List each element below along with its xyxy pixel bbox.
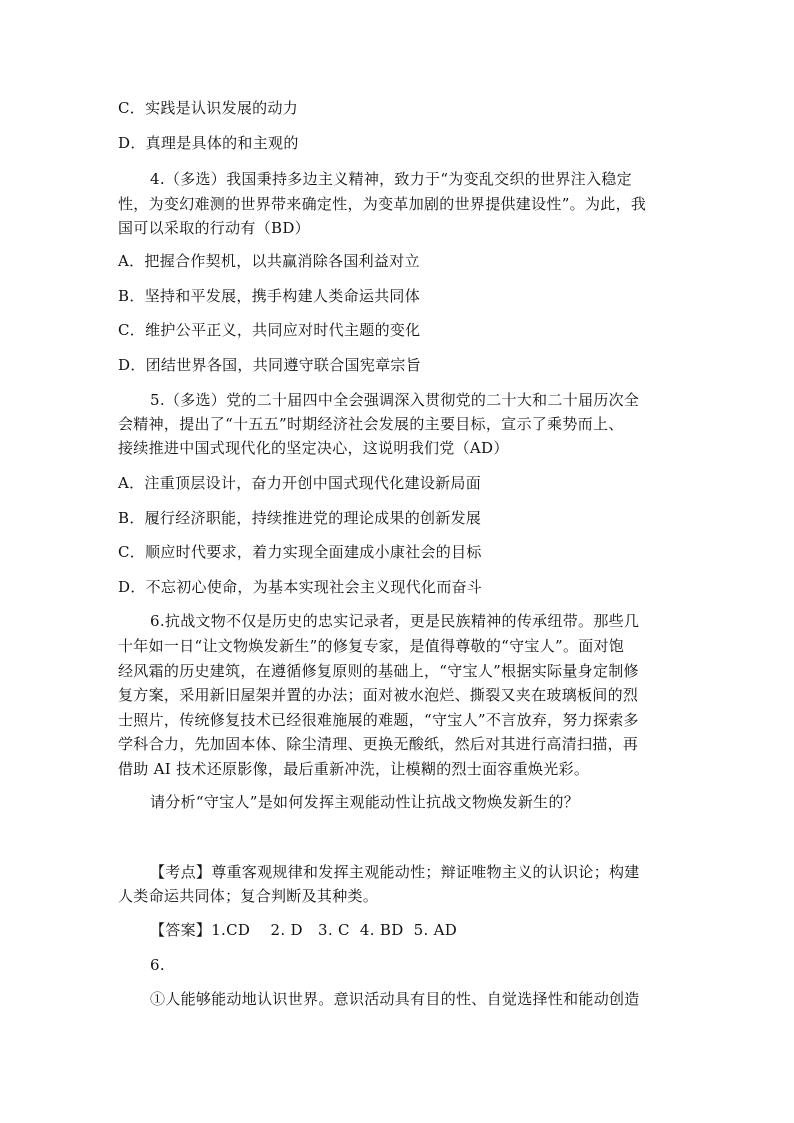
q5-stem-line-3: 接续推进中国式现代化的坚定决心，这说明我们党（AD） <box>118 439 509 457</box>
q4-stem-line-1: 4.（多选）我国秉持多边主义精神，致力于“为变乱交织的世界注入稳定 <box>150 170 632 188</box>
q3-option-d: D．真理是具体的和主观的 <box>118 134 299 152</box>
q4-option-c: C．维护公平正义，共同应对时代主题的变化 <box>118 321 421 339</box>
q6-passage-line-4: 复方案，采用新旧屋架并置的办法；面对被水泡烂、撕裂又夹在玻璃板间的烈 <box>118 686 639 704</box>
q6-question: 请分析“守宝人”是如何发挥主观能动性让抗战文物焕发新生的？ <box>150 793 580 811</box>
q4-option-a: A．把握合作契机，以共赢消除各国利益对立 <box>118 252 420 270</box>
q5-option-c: C．顺应时代要求，着力实现全面建成小康社会的目标 <box>118 543 482 561</box>
answer-q6-label: 6. <box>150 956 165 974</box>
q5-stem-line-1: 5.（多选）党的二十届四中全会强调深入贯彻党的二十大和二十届历次全 <box>150 391 640 409</box>
q6-passage-line-2: 十年如一日“让文物焕发新生”的修复专家，是值得尊敬的“守宝人”。面对饱 <box>118 637 625 655</box>
q5-option-a: A．注重顶层设计，奋力开创中国式现代化建设新局面 <box>118 474 482 492</box>
q5-option-d: D．不忘初心使命，为基本实现社会主义现代化而奋斗 <box>118 578 483 596</box>
kaodian-line-1: 【考点】尊重客观规律和发挥主观能动性；辩证唯物主义的认识论；构建 <box>150 863 640 881</box>
q4-option-d: D．团结世界各国，共同遵守联合国宪章宗旨 <box>118 356 422 374</box>
q4-stem-line-2: 性，为变幻难测的世界带来确定性，为变革加剧的世界提供建设性”。为此，我 <box>118 195 647 213</box>
q6-passage-line-6: 学科合力，先加固本体、除尘清理、更换无酸纸，然后对其进行高清扫描，再 <box>118 735 639 753</box>
q4-stem-line-3: 国可以采取的行动有（BD） <box>118 219 310 237</box>
q4-option-b: B．坚持和平发展，携手构建人类命运共同体 <box>118 287 421 305</box>
q6-passage-line-3: 经风霜的历史建筑，在遵循修复原则的基础上，“守宝人”根据实际量身定制修 <box>118 662 639 680</box>
kaodian-line-2: 人类命运共同体；复合判断及其种类。 <box>118 887 379 905</box>
q6-passage-line-1: 6.抗战文物不仅是历史的忠实记录者，更是民族精神的传承纽带。那些几 <box>150 612 640 630</box>
answer-line: 【答案】1.CD 2. D 3. C 4. BD 5. AD <box>150 921 458 939</box>
q6-passage-line-5: 士照片，传统修复技术已经很难施展的难题，“守宝人”不言放弃，努力探索多 <box>118 711 639 729</box>
answer-q6-point-1: ①人能够能动地认识世界。意识活动具有目的性、自觉选择性和能动创造 <box>150 990 640 1008</box>
q5-stem-line-2: 会精神，提出了“十五五”时期经济社会发展的主要目标，宣示了乘势而上、 <box>118 415 624 433</box>
q5-option-b: B．履行经济职能，持续推进党的理论成果的创新发展 <box>118 509 482 527</box>
q3-option-c: C．实践是认识发展的动力 <box>118 99 299 117</box>
q6-passage-line-7: 借助 AI 技术还原影像，最后重新冲洗，让模糊的烈士面容重焕光彩。 <box>118 760 590 778</box>
